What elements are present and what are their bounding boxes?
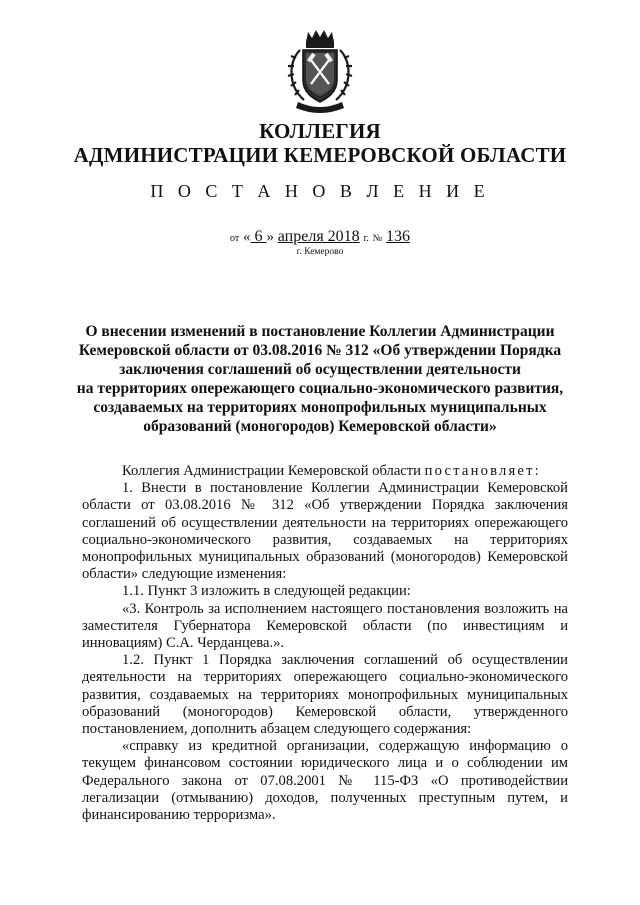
open-quote: « xyxy=(243,229,251,245)
date-prefix: от xyxy=(230,233,240,244)
paragraph-1-1: 1.1. Пункт 3 изложить в следующей редакции: xyxy=(122,583,411,600)
city: г. Кемерово xyxy=(296,247,344,257)
intro-decree-word: постановляет: xyxy=(424,463,541,479)
date-day: 6 xyxy=(250,228,267,245)
org-name-line1: КОЛЛЕГИЯ xyxy=(259,119,381,143)
year-suffix: г. xyxy=(363,233,369,244)
org-name-line2: АДМИНИСТРАЦИИ КЕМЕРОВСКОЙ ОБЛАСТИ xyxy=(73,143,567,167)
date-month-year: апреля 2018 xyxy=(277,228,360,245)
document-type: П О С Т А Н О В Л Е Н И Е xyxy=(150,181,490,201)
close-quote: » xyxy=(266,229,275,245)
paragraph-1-2-quote: «справку из кредитной организации, содержащую информацию о текущем финансовом состоянии юридического лица и о соблюдении им Федерального закона от 07.08.2001 № 115-ФЗ «О противодействии легализации (отмыванию) доходов, полученных преступным путем, и финансированию терроризма». xyxy=(82,738,568,824)
title-line: заключения соглашений об осуществлении деятельности xyxy=(119,361,521,378)
document-body xyxy=(82,463,568,824)
date-number-line xyxy=(0,228,640,246)
title-line: создаваемых на территориях монопрофильных муниципальных xyxy=(93,399,547,416)
title-line: О внесении изменений в постановление Коллегии Администрации xyxy=(85,323,555,340)
title-line: Кемеровской области от 03.08.2016 № 312 «Об утверждении Порядка xyxy=(78,342,562,359)
title-line: образований (моногородов) Кемеровской области» xyxy=(143,418,497,435)
paragraph-1: 1. Внести в постановление Коллегии Администрации Кемеровской области от 03.08.2016 № 312 «Об утверждении Порядка заключения соглашений об осуществлении деятельности на территориях опережающего социально-экономического развития, создаваемых на территориях монопрофильных муниципальных образований (моногородов) Кемеровской области» следующие изменения: xyxy=(82,480,568,583)
coat-of-arms-emblem xyxy=(284,28,356,114)
title-line: на территориях опережающего социально-экономического развития, xyxy=(76,380,564,397)
intro-paragraph xyxy=(82,463,568,480)
paragraph-1-2: 1.2. Пункт 1 Порядка заключения соглашений об осуществлении деятельности на территориях опережающего социально-экономического развития, создаваемых на территориях монопрофильных муниципальных образований (моногородов) Кемеровской области, утвержденного постановлением, дополнить абзацем следующего содержания: xyxy=(82,652,568,738)
crown-icon xyxy=(306,30,334,48)
document-number: 136 xyxy=(385,228,410,245)
document-title xyxy=(70,322,570,436)
number-prefix: № xyxy=(372,233,383,244)
intro-text: Коллегия Администрации Кемеровской области xyxy=(122,463,421,479)
paragraph-1-1-quote: «3. Контроль за исполнением настоящего постановления возложить на заместителя Губернатора Кемеровской области (по инвестициям и инновациям) С.А. Черданцева.». xyxy=(82,600,568,652)
